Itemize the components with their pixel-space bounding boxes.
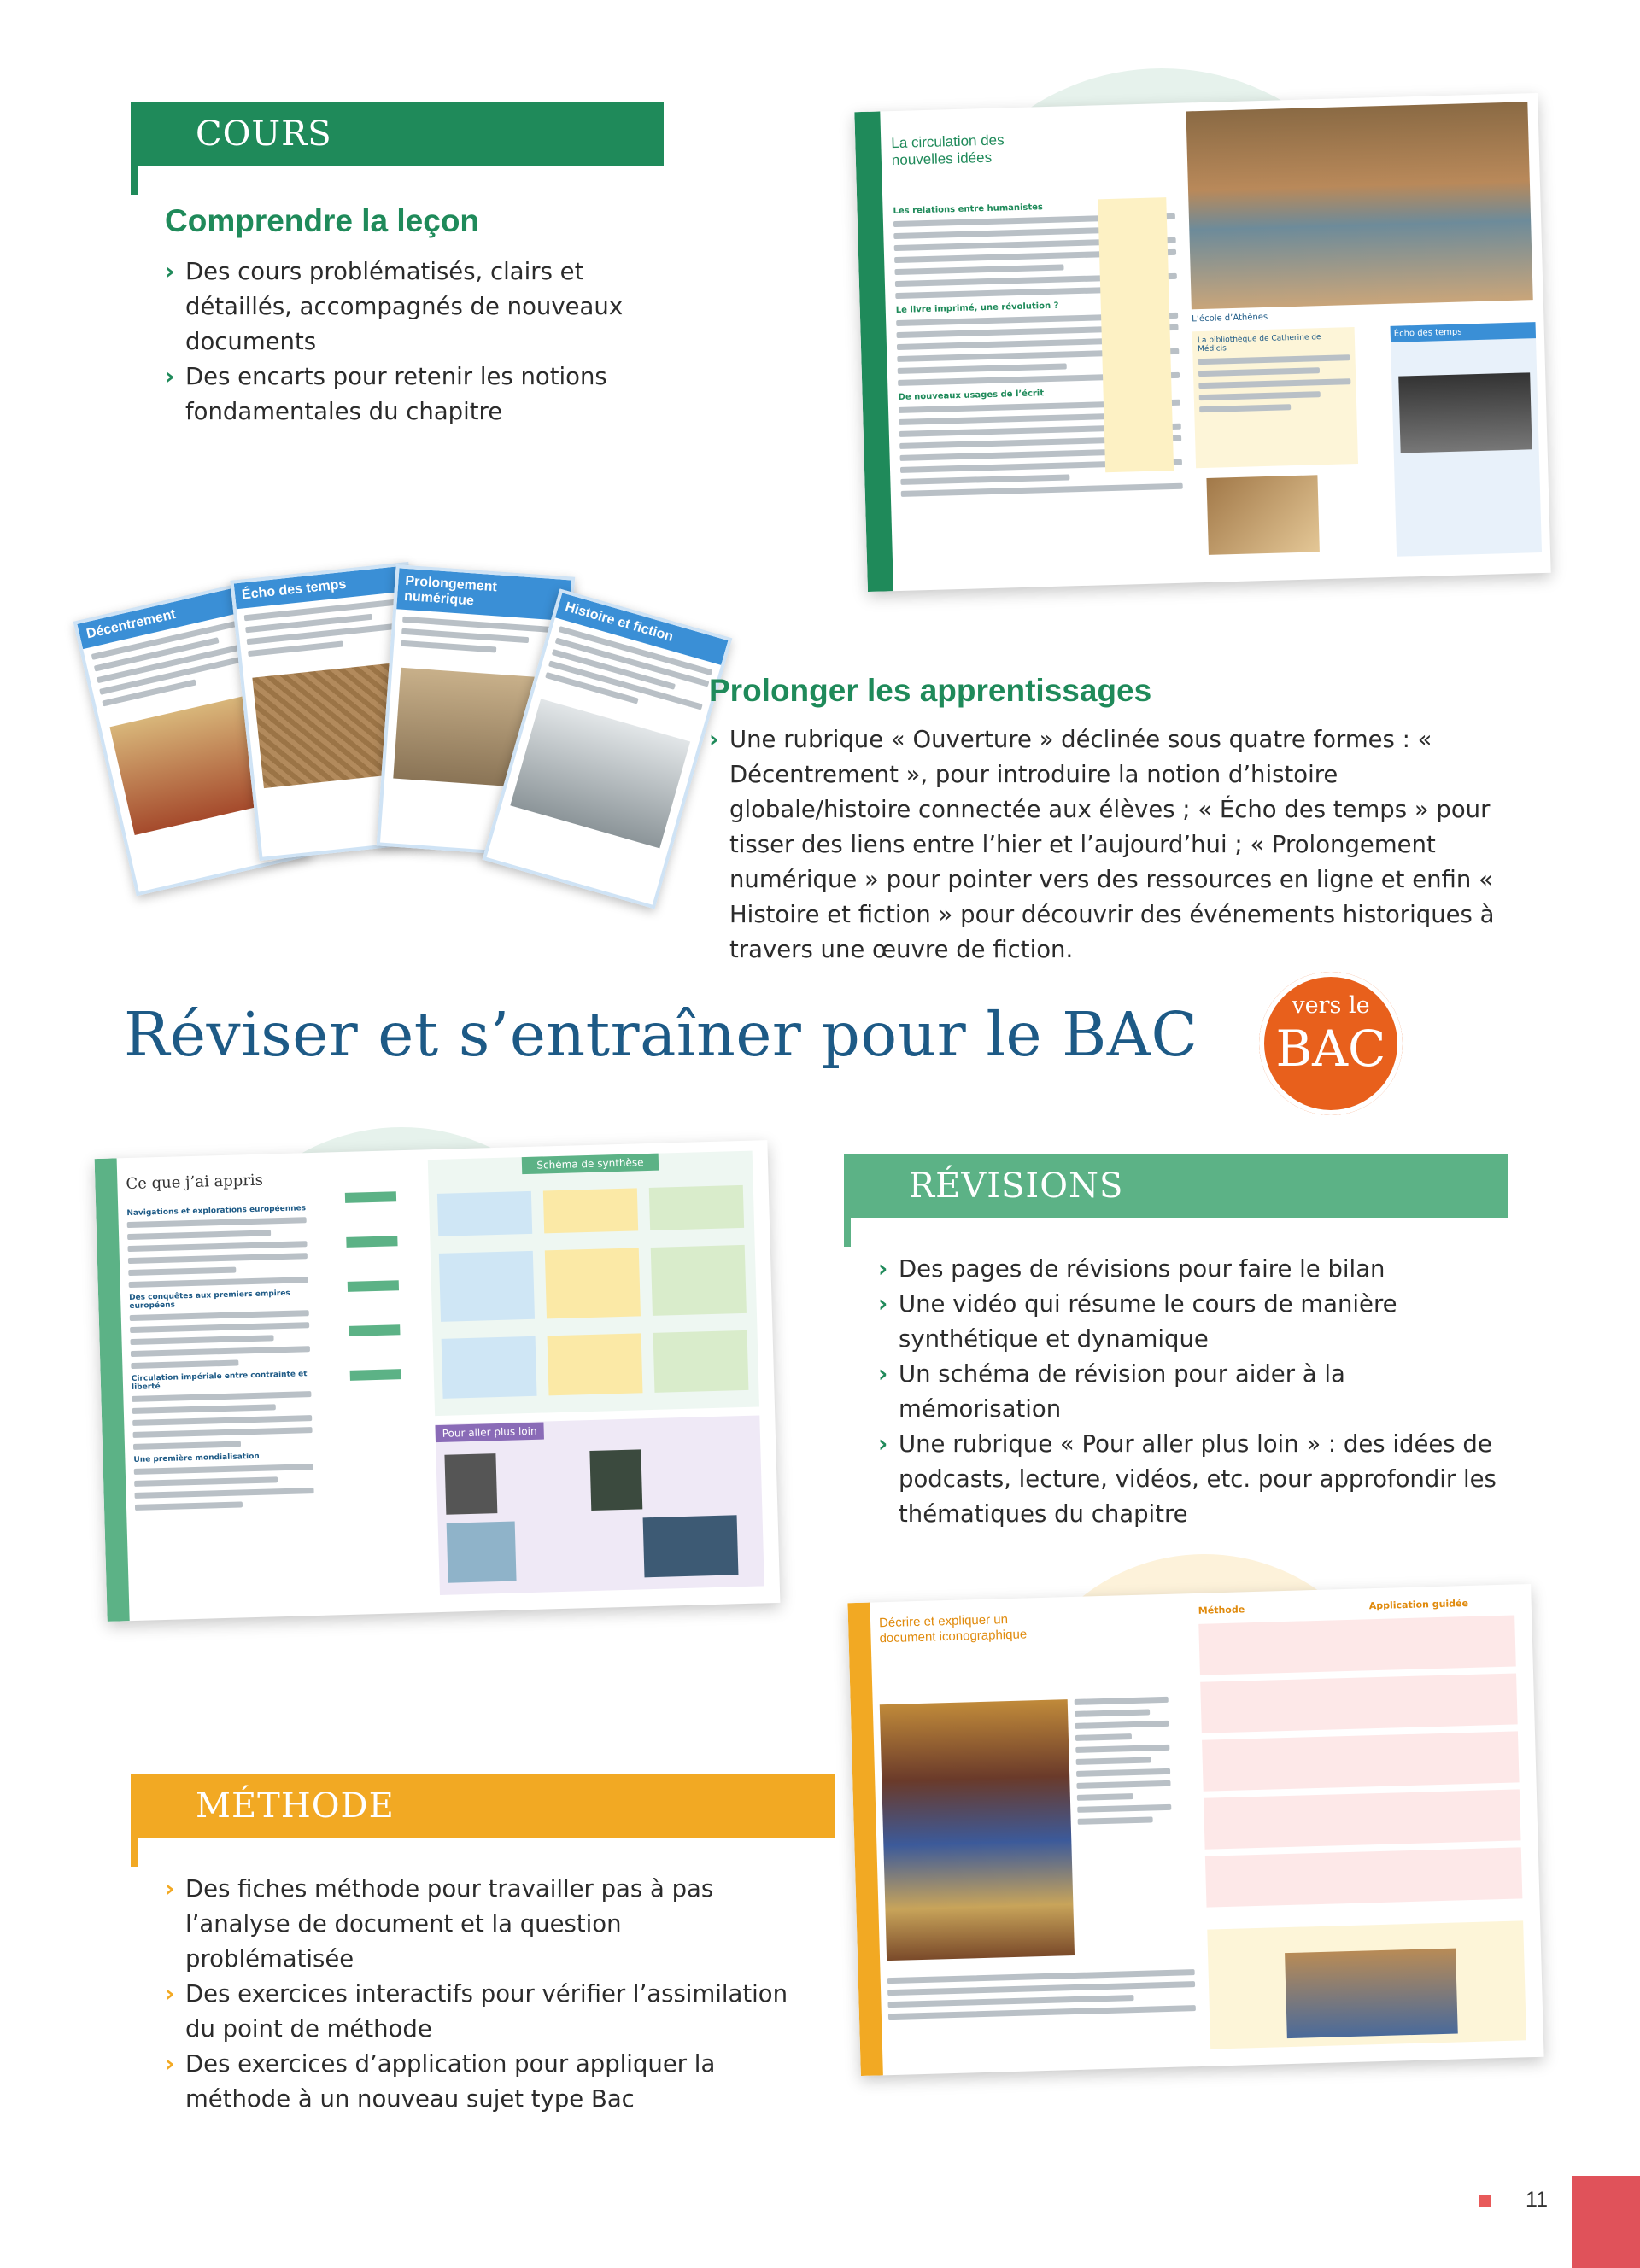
mock-annotations [1075,1697,1172,1831]
page-marker [1479,2195,1491,2207]
mock-title: La circulation des nouvelles idées [891,132,1004,169]
revisions-bullets [878,1252,1510,1532]
chevron-icon: › [165,1875,175,1903]
chevron-icon: › [165,2050,175,2078]
chevron-icon: › [878,1290,888,1318]
echo-box: Écho des temps [1391,322,1542,557]
card-prolongement-numerique: Prolongement numérique [377,564,576,858]
cours-bullets [165,254,694,430]
chevron-icon: › [878,1430,888,1458]
col-methode: Méthode [1198,1604,1245,1616]
mock-left-title: Ce que j’ai appris [126,1171,264,1194]
methode-bullets [165,1872,797,2117]
bac-badge: vers le BAC [1259,972,1403,1115]
list-item: › Des fiches méthode pour travailler pas à pas l’analyse de document et la question problématisée [165,1872,797,1977]
illumination-image [880,1699,1075,1961]
revisions-page-preview [95,1140,781,1622]
chevron-icon: › [878,1255,888,1283]
revisions-banner [844,1154,1508,1218]
prolonger-heading: Prolonger les apprentissages [709,673,1152,708]
list-item: › Des encarts pour retenir les notions fondamentales du chapitre [165,359,694,430]
list-item: › Un schéma de révision pour aider à la mémorisation [878,1357,1510,1427]
methode-steps [1198,1615,1522,1914]
plus-loin-box: Pour aller plus loin [435,1415,764,1595]
list-item: › Une rubrique « Ouverture » déclinée sous quatre formes : « Décentrement », pour introduire la notion d’histoire globale/histoire connectée aux élèves ; « Écho des temps » pour tisser des liens entre l’hier et l’aujourd’hui ; « Prolongement numérique » pour pointer vers des ressources en ligne et enfin « Histoire et fiction » pour découvrir des événements historiques à travers une œuvre de fiction. [709,722,1495,967]
card-decentrement: Décentrement [73,582,312,897]
list-item: › Des cours problématisés, clairs et détaillés, accompagnés de nouveaux documents [165,254,694,359]
methode-banner-label: MÉTHODE [196,1786,395,1826]
timeline-col [319,1184,425,1597]
col-application: Application guidée [1368,1597,1469,1612]
poem-box: La bibliothèque de Catherine de Médicis [1192,327,1358,468]
card-echo-des-temps: Écho des temps [230,562,437,861]
reviser-title: Réviser et s’entraîner pour le BAC [124,999,1198,1070]
mock-text-col: Les relations entre humanistes Le livre imprimé, une révolution ? De nouveaux usages de l’écrit [893,199,1183,503]
card-histoire-et-fiction: Histoire et fiction [483,588,733,909]
cours-banner [131,102,664,166]
list-item: › Des exercices interactifs pour vérifier l’assimilation du point de méthode [165,1977,797,2047]
chevron-icon: › [165,363,175,390]
list-item: › Une vidéo qui résume le cours de manière synthétique et dynamique [878,1287,1510,1357]
cours-page-preview [854,93,1550,592]
prolonger-bullets [709,722,1495,967]
methode-banner [131,1774,835,1838]
book-image [1206,475,1319,555]
cours-banner-label: COURS [196,114,332,154]
chevron-icon: › [165,258,175,285]
side-tab [95,1158,130,1622]
chevron-icon: › [165,1980,175,2008]
page-number: 11 [1526,2188,1548,2212]
side-box [1098,197,1174,472]
application-box [1207,1920,1526,2049]
mock-caption [887,1969,1196,2025]
methode-page-preview [847,1584,1543,2076]
doc1-caption: L’école d’Athènes [1192,312,1268,324]
side-tab [854,111,893,592]
page-tab [1572,2176,1640,2268]
school-of-athens-image [1186,102,1532,309]
list-item: › Des exercices d’application pour appliquer la méthode à un nouveau sujet type Bac [165,2047,797,2117]
list-item: › Des pages de révisions pour faire le bilan [878,1252,1510,1287]
schema-box: Schéma de synthèse [428,1151,759,1416]
revisions-banner-label: RÉVISIONS [909,1166,1124,1206]
chevron-icon: › [878,1360,888,1388]
cours-heading: Comprendre la leçon [165,203,480,238]
mock-methode-title: Décrire et expliquer un document iconographique [878,1612,1028,1646]
list-item: › Une rubrique « Pour aller plus loin » : des idées de podcasts, lecture, vidéos, etc. pour approfondir les thématiques du chapitre [878,1427,1510,1532]
chevron-icon: › [709,726,719,753]
mock-left-col: Navigations et explorations européennes Des conquêtes aux premiers empires européens Circulation impériale entre contrainte et liberté Une première mondialisation [126,1204,314,1517]
side-tab [847,1603,882,2077]
